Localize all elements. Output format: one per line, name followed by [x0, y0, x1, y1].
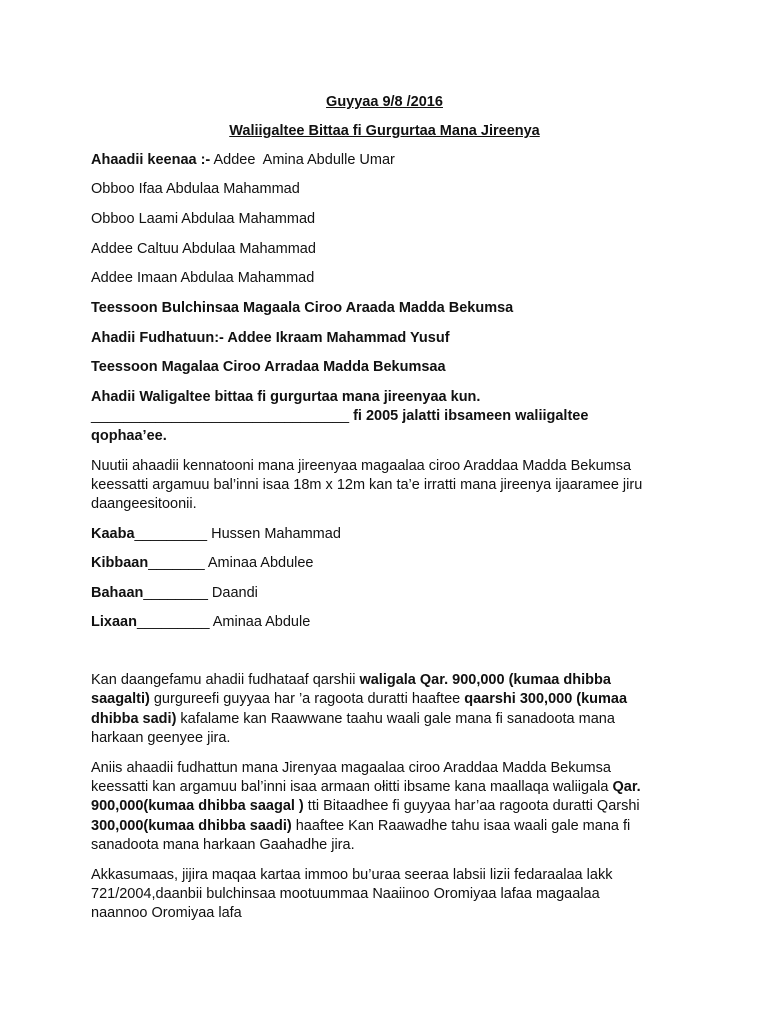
boundary-north-value: Hussen Mahammad — [207, 526, 341, 542]
seller-name-1: Addee Amina Abdulle Umar — [213, 152, 395, 168]
payment2-total-price: Qar. — [612, 779, 641, 795]
agreement-intro-line-1: Ahadii Waligaltee bittaa fi gurgurtaa mana jireenyaa kun. — [91, 389, 481, 405]
legal-line-1: Akkasumaas, jijira maqaa kartaa immoo bu’uraa seeraa labsii lizii fedaraalaa lakk — [91, 867, 613, 883]
payment1-total-price-cont: saagalti) — [91, 691, 150, 707]
document-title: Waliigaltee Bittaa fi Gurgurtaa Mana Jireenya — [229, 123, 540, 139]
payment2-text-b: tti Bitaadhee fi guyyaa har’aa ragoota duratti Qarshi — [303, 798, 640, 814]
boundary-east-value: Daandi — [207, 585, 258, 601]
payment1-paid-amount: qaarshi 300,000 (kumaa — [464, 691, 628, 707]
description-line-3: daangeesitoonii. — [91, 496, 197, 512]
payment1-line-4: harkaan geenyee jira. — [91, 730, 231, 746]
payment2-line-1: Aniis ahaadii fudhattun mana Jirenyaa magaalaa ciroo Araddaa Madda Bekumsa — [91, 760, 611, 776]
boundary-west-label: Lixaan — [91, 614, 137, 630]
legal-line-3: naannoo Oromiyaa lafa — [91, 905, 242, 921]
seller-name-4: Addee Caltuu Abdulaa Mahammad — [91, 241, 316, 257]
agreement-blank-field: ________________________________ — [91, 408, 350, 424]
payment1-text-b: gurgureefi guyyaa har ’a ragoota duratti haaftee — [149, 691, 465, 707]
payment1-line-3 — [91, 711, 615, 728]
boundary-west-value: Aminaa Abdule — [209, 614, 311, 630]
payment1-total-price: waligala Qar. 900,000 (kumaa dhibba — [359, 672, 611, 688]
boundary-east-label: Bahaan — [91, 585, 144, 601]
boundary-west-blank: _________ — [136, 614, 210, 630]
description-line-2: keessatti argamuu bal’inni isaa 18m x 12m kan ta’e irratti mana jireenya ijaaramee jiru — [91, 477, 643, 493]
payment1-text-a: Kan daangefamu ahadii fudhataaf qarshii — [91, 672, 360, 688]
boundary-south-label: Kibbaan — [91, 555, 149, 571]
description-line-1: Nuutii ahaadii kennatooni mana jireenyaa magaalaa ciroo Araddaa Madda Bekumsa — [91, 458, 632, 474]
seller-name-5: Addee Imaan Abdulaa Mahammad — [91, 270, 315, 286]
payment1-line-1 — [91, 672, 611, 689]
boundary-west — [91, 614, 310, 631]
sellers-label: Ahaadii keenaa :- — [91, 152, 211, 168]
agreement-intro-line-2 — [91, 408, 588, 425]
payment2-line-3 — [91, 798, 640, 815]
payment1-paid-amount-cont: dhibba sadi) — [91, 711, 177, 727]
boundary-south — [91, 555, 314, 572]
sellers-residence: Teessoon Bulchinsaa Magaala Ciroo Araada Madda Bekumsa — [91, 300, 514, 316]
legal-line-2: 721/2004,daanbii bulchinsaa mootuummaa Naaiinoo Oromiyaa lafaa magaalaa — [91, 886, 600, 902]
payment1-line-2 — [91, 691, 627, 708]
boundary-south-value: Aminaa Abdulee — [204, 555, 314, 571]
payment2-line-5: sanadoota mana harkaan Gaahadhe jira. — [91, 837, 355, 853]
document-page — [91, 0, 671, 1024]
sellers-line — [91, 152, 395, 169]
boundary-north-blank: _________ — [134, 526, 208, 542]
seller-name-3: Obboo Laami Abdulaa Mahammad — [91, 211, 316, 227]
agreement-intro-line-3: qophaa’ee. — [91, 428, 167, 444]
boundary-north-label: Kaaba — [91, 526, 135, 542]
buyer-residence: Teessoon Magalaa Ciroo Arradaa Madda Bekumsaa — [91, 359, 446, 375]
boundary-east — [91, 585, 258, 602]
seller-name-2: Obboo Ifaa Abdulaa Mahammad — [91, 181, 300, 197]
payment2-text-c: haaftee Kan Raawadhe tahu isaa waali gale mana fi — [291, 818, 631, 834]
payment2-line-4 — [91, 818, 630, 835]
boundary-south-blank: _______ — [148, 555, 205, 571]
payment2-text-a: keessatti kan argamuu bal’inni isaa armaan ołitti ibsame kana maallaqa waliigala — [91, 779, 613, 795]
document-date: Guyyaa 9/8 /2016 — [326, 94, 443, 110]
payment2-total-price-cont: 900,000(kumaa dhibba saagal ) — [91, 798, 304, 814]
agreement-intro-text: fi 2005 jalatti ibsameen waliigaltee — [349, 408, 589, 424]
payment2-paid-amount: 300,000(kumaa dhibba saadi) — [91, 818, 292, 834]
buyer-line: Ahadii Fudhatuun:- Addee Ikraam Mahammad Yusuf — [91, 330, 450, 346]
payment2-line-2 — [91, 779, 641, 796]
boundary-east-blank: ________ — [143, 585, 208, 601]
payment1-text-c: kafalame kan Raawwane taahu waali gale mana fi sanadoota mana — [176, 711, 615, 727]
boundary-north — [91, 526, 341, 543]
